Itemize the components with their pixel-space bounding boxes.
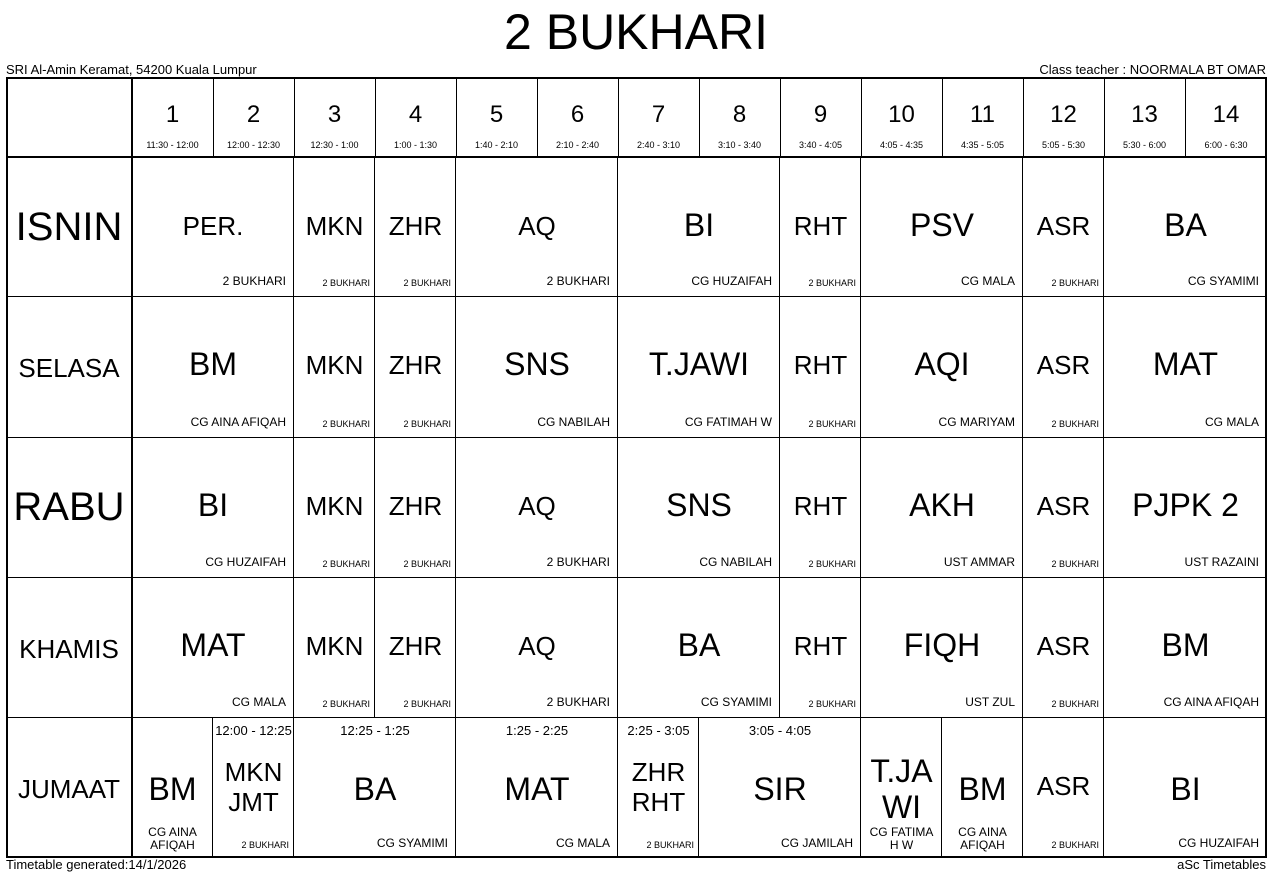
period-number: 10 — [888, 101, 915, 128]
lesson-sub: 2 BUKHARI — [546, 273, 610, 288]
lesson-cell — [294, 296, 375, 437]
lesson-cell — [294, 437, 375, 577]
lesson-sub: CG HUZAIFAH — [691, 273, 772, 288]
lesson-divider — [1266, 296, 1267, 437]
lesson-sub: 2 BUKHARI — [322, 559, 370, 570]
lesson-subject: MAT — [180, 627, 246, 663]
period-time: 6:00 - 6:30 — [1204, 140, 1248, 150]
generated-date: Timetable generated:14/1/2026 — [6, 857, 187, 872]
lesson-subject: ZHR RHT — [631, 757, 686, 817]
lesson-cell — [1104, 437, 1267, 577]
lesson-time: 3:05 - 4:05 — [748, 723, 812, 738]
lesson-cell — [1023, 577, 1104, 717]
lesson-subject: PER. — [182, 211, 244, 241]
lesson-sub: CG MALA — [1204, 414, 1259, 429]
lesson-sub: UST AMMAR — [943, 554, 1015, 569]
lesson-sub: 2 BUKHARI — [403, 699, 451, 710]
period-time: 1:00 - 1:30 — [393, 140, 438, 150]
period-header — [942, 77, 1023, 157]
lesson-sub: 2 BUKHARI — [322, 278, 370, 289]
period-header — [375, 77, 456, 157]
lesson-sub: 2 BUKHARI — [546, 694, 610, 709]
lesson-cell — [1104, 296, 1267, 437]
lesson-cell — [942, 717, 1023, 858]
day-name: JUMAAT — [17, 774, 121, 804]
lesson-sub: CG SYAMIMI — [1187, 273, 1259, 288]
day-name: SELASA — [18, 353, 120, 383]
period-header — [780, 77, 861, 157]
lesson-subject: PSV — [909, 207, 975, 243]
lesson-sub: 2 BUKHARI — [808, 699, 856, 710]
lesson-cell — [1104, 157, 1267, 296]
period-time: 2:10 - 2:40 — [555, 140, 600, 150]
lesson-sub: CG AINA AFIQAH — [1163, 694, 1259, 709]
lesson-cell — [375, 577, 456, 717]
lesson-sub: 2 BUKHARI — [403, 419, 451, 430]
lesson-cell — [780, 157, 861, 296]
lesson-sub: 2 BUKHARI — [222, 273, 286, 288]
school-address: SRI Al-Amin Keramat, 54200 Kuala Lumpur — [6, 62, 257, 77]
lesson-cell — [861, 577, 1023, 717]
period-time: 3:10 - 3:40 — [717, 140, 762, 150]
period-number: 7 — [651, 101, 666, 128]
lesson-subject: RHT — [793, 631, 848, 661]
lesson-cell — [861, 437, 1023, 577]
class-teacher: Class teacher : NOORMALA BT OMAR — [1039, 62, 1266, 77]
lesson-subject: BA — [677, 627, 721, 663]
lesson-divider — [1266, 157, 1267, 296]
lesson-subject: T.JA WI — [870, 753, 933, 825]
lesson-subject: RHT — [793, 491, 848, 521]
lesson-cell — [132, 296, 294, 437]
period-header — [132, 77, 213, 157]
period-header — [537, 77, 618, 157]
lesson-sub: CG FATIMAH W — [684, 414, 772, 429]
lesson-sub: CG MALA — [231, 694, 286, 709]
lesson-cell — [618, 296, 780, 437]
lesson-cell — [699, 717, 861, 858]
lesson-cell — [375, 157, 456, 296]
lesson-sub: 2 BUKHARI — [1051, 419, 1099, 430]
period-time: 4:35 - 5:05 — [960, 140, 1005, 150]
period-number: 6 — [570, 101, 585, 128]
lesson-cell — [132, 157, 294, 296]
period-time: 12:00 - 12:30 — [226, 140, 281, 150]
lesson-subject: AQ — [518, 491, 556, 521]
lesson-sub: 2 BUKHARI — [241, 840, 289, 851]
timetable-title: 2 BUKHARI — [504, 4, 768, 60]
lesson-sub: CG MARIYAM — [938, 414, 1015, 429]
lesson-subject: ZHR — [388, 491, 443, 521]
lesson-subject: ASR — [1036, 211, 1091, 241]
lesson-sub: 2 BUKHARI — [1051, 699, 1099, 710]
lesson-sub: 2 BUKHARI — [808, 559, 856, 570]
lesson-subject: BM — [958, 771, 1007, 807]
day-cell — [6, 296, 132, 437]
period-header — [699, 77, 780, 157]
period-time: 3:40 - 4:05 — [798, 140, 843, 150]
period-header — [1185, 77, 1267, 157]
period-number: 12 — [1050, 101, 1077, 128]
lesson-subject: PJPK 2 — [1132, 487, 1239, 523]
lesson-cell — [456, 296, 618, 437]
period-header — [213, 77, 294, 157]
lesson-sub: CG MALA — [555, 835, 610, 850]
lesson-subject: ZHR — [388, 631, 443, 661]
lesson-cell — [618, 717, 699, 858]
software-credit: aSc Timetables — [1177, 857, 1266, 872]
period-time: 11:30 - 12:00 — [146, 140, 199, 150]
lesson-cell — [861, 717, 942, 858]
lesson-sub: 2 BUKHARI — [322, 419, 370, 430]
lesson-sub: CG FATIMA H W — [869, 824, 934, 852]
lesson-subject: MKN — [305, 631, 364, 661]
period-number: 14 — [1212, 101, 1240, 128]
lesson-subject: AKH — [909, 487, 975, 523]
lesson-subject: ZHR — [388, 211, 443, 241]
lesson-subject: AQ — [518, 211, 556, 241]
lesson-cell — [780, 296, 861, 437]
lesson-cell — [375, 296, 456, 437]
lesson-cell — [1023, 296, 1104, 437]
lesson-divider — [1266, 437, 1267, 577]
lesson-cell — [294, 157, 375, 296]
period-time: 2:40 - 3:10 — [636, 140, 681, 150]
period-number: 4 — [408, 101, 423, 128]
period-time: 12:30 - 1:00 — [310, 140, 359, 150]
lesson-cell — [618, 577, 780, 717]
lesson-time: 1:25 - 2:25 — [505, 723, 569, 738]
lesson-cell — [1104, 577, 1267, 717]
period-number: 13 — [1131, 101, 1158, 128]
period-header — [1104, 77, 1185, 157]
period-number: 9 — [813, 101, 828, 128]
lesson-divider — [1266, 577, 1267, 717]
lesson-cell — [456, 437, 618, 577]
period-number: 1 — [165, 101, 180, 128]
lesson-sub: UST ZUL — [965, 694, 1015, 709]
lesson-cell — [780, 437, 861, 577]
lesson-cell — [132, 577, 294, 717]
period-header — [1023, 77, 1104, 157]
lesson-sub: CG HUZAIFAH — [205, 554, 286, 569]
period-header — [294, 77, 375, 157]
lesson-cell — [375, 437, 456, 577]
lesson-cell — [456, 157, 618, 296]
lesson-subject: MAT — [504, 771, 570, 807]
lesson-cell — [1104, 717, 1267, 858]
lesson-subject: SNS — [504, 346, 570, 382]
period-time: 4:05 - 4:35 — [879, 140, 924, 150]
lesson-time: 12:25 - 1:25 — [340, 723, 410, 738]
day-cell — [6, 717, 132, 858]
lesson-subject: BI — [197, 487, 229, 523]
period-time: 1:40 - 2:10 — [474, 140, 519, 150]
lesson-subject: BM — [1161, 627, 1210, 663]
lesson-subject: MKN — [305, 491, 364, 521]
period-number: 2 — [246, 101, 261, 128]
lesson-subject: BM — [189, 346, 237, 382]
lesson-cell — [294, 577, 375, 717]
lesson-sub: 2 BUKHARI — [403, 559, 451, 570]
lesson-sub: CG SYAMIMI — [700, 694, 772, 709]
lesson-sub: 2 BUKHARI — [1051, 278, 1099, 289]
lesson-time: 2:25 - 3:05 — [627, 723, 690, 738]
lesson-cell — [861, 296, 1023, 437]
lesson-sub: CG AINA AFIQAH — [190, 414, 286, 429]
lesson-subject: SNS — [666, 487, 732, 523]
lesson-time: 12:00 - 12:25 — [215, 723, 292, 738]
lesson-subject: T.JAWI — [648, 346, 750, 382]
lesson-sub: 2 BUKHARI — [1051, 840, 1099, 851]
lesson-sub: CG MALA — [960, 273, 1015, 288]
period-number: 3 — [327, 101, 342, 128]
lesson-sub: CG AINA AFIQAH — [148, 824, 197, 852]
period-header — [456, 77, 537, 157]
timetable-grid — [6, 77, 1267, 858]
lesson-subject: BM — [148, 771, 197, 807]
lesson-cell — [213, 717, 294, 858]
period-header — [861, 77, 942, 157]
day-cell — [6, 437, 132, 577]
lesson-sub: 2 BUKHARI — [808, 278, 856, 289]
lesson-subject: RHT — [793, 211, 848, 241]
lesson-subject: BA — [1164, 207, 1207, 243]
period-number: 8 — [732, 101, 747, 128]
lesson-cell — [456, 577, 618, 717]
lesson-divider — [1266, 717, 1267, 858]
lesson-cell — [861, 157, 1023, 296]
period-number: 5 — [489, 101, 504, 128]
period-time: 5:05 - 5:30 — [1041, 140, 1086, 150]
lesson-sub: CG NABILAH — [537, 414, 610, 429]
lesson-cell — [1023, 437, 1104, 577]
lesson-sub: UST RAZAINI — [1184, 554, 1259, 569]
lesson-subject: AQI — [914, 346, 970, 382]
lesson-subject: SIR — [753, 771, 807, 807]
period-header — [618, 77, 699, 157]
lesson-sub: CG SYAMIMI — [376, 835, 448, 850]
lesson-sub: CG JAMILAH — [780, 835, 853, 850]
lesson-cell — [132, 437, 294, 577]
day-name: ISNIN — [15, 205, 123, 249]
lesson-sub: CG NABILAH — [699, 554, 772, 569]
lesson-sub: 2 BUKHARI — [808, 419, 856, 430]
lesson-subject: MKN — [305, 350, 364, 380]
period-number: 11 — [970, 101, 995, 128]
lesson-subject: ASR — [1036, 491, 1091, 521]
lesson-cell — [780, 577, 861, 717]
lesson-subject: BI — [1170, 771, 1201, 807]
lesson-sub: 2 BUKHARI — [322, 699, 370, 710]
lesson-sub: 2 BUKHARI — [1051, 559, 1099, 570]
lesson-cell — [618, 437, 780, 577]
lesson-subject: ASR — [1036, 771, 1091, 801]
lesson-cell — [1023, 717, 1104, 858]
lesson-cell — [456, 717, 618, 858]
lesson-subject: AQ — [518, 631, 556, 661]
lesson-subject: BA — [353, 771, 397, 807]
lesson-sub: 2 BUKHARI — [403, 278, 451, 289]
lesson-subject: RHT — [793, 350, 848, 380]
period-time: 5:30 - 6:00 — [1122, 140, 1167, 150]
lesson-subject: ASR — [1036, 350, 1091, 380]
lesson-sub: CG AINA AFIQAH — [958, 824, 1007, 852]
lesson-sub: 2 BUKHARI — [646, 840, 694, 851]
lesson-sub: CG HUZAIFAH — [1178, 835, 1259, 850]
lesson-cell — [618, 157, 780, 296]
lesson-subject: ZHR — [388, 350, 443, 380]
lesson-subject: FIQH — [903, 627, 981, 663]
day-cell — [6, 577, 132, 717]
lesson-subject: ASR — [1036, 631, 1091, 661]
lesson-cell — [294, 717, 456, 858]
lesson-cell — [1023, 157, 1104, 296]
lesson-subject: MAT — [1152, 346, 1219, 382]
lesson-subject: BI — [683, 207, 715, 243]
lesson-cell — [132, 717, 213, 858]
day-cell — [6, 157, 132, 296]
lesson-subject: MKN JMT — [224, 757, 283, 817]
day-name: RABU — [13, 485, 125, 529]
lesson-sub: 2 BUKHARI — [546, 554, 610, 569]
day-name: KHAMIS — [19, 634, 119, 664]
lesson-subject: MKN — [305, 211, 364, 241]
